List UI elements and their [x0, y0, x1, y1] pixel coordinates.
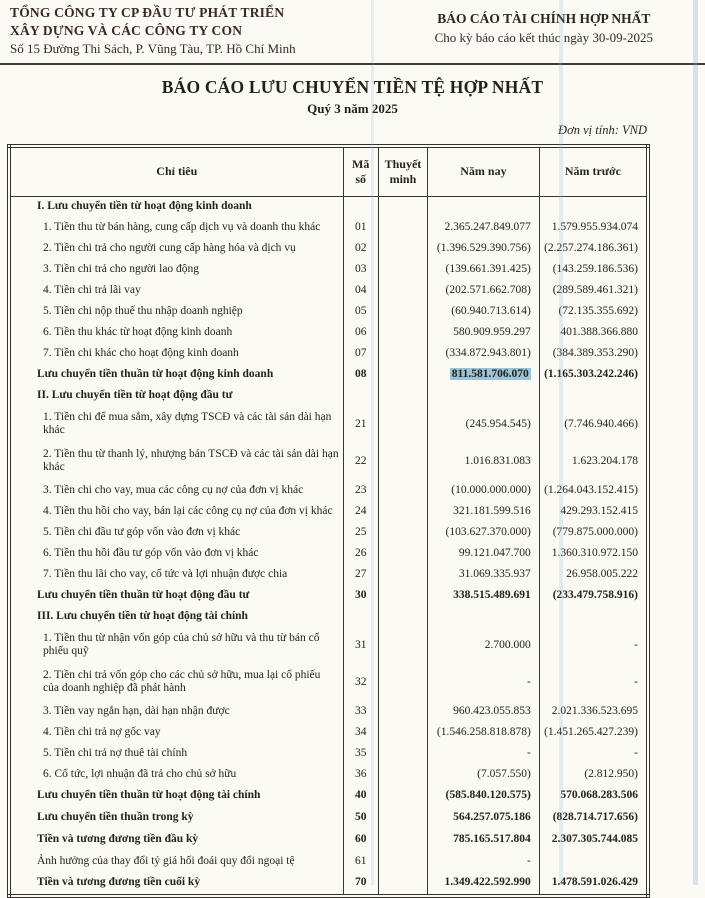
- row-code-cell: 21: [343, 406, 378, 443]
- table-row: [9, 406, 648, 443]
- table-row: [9, 217, 648, 238]
- row-label-cell: 4. Tiền chi trả nợ gốc vay: [9, 722, 343, 743]
- row-note-cell: [378, 564, 427, 585]
- column-header-prior-year: Năm trước: [539, 146, 648, 197]
- row-label-cell: III. Lưu chuyển tiền từ hoạt động tài chính: [9, 607, 343, 627]
- row-code-cell: [343, 196, 378, 217]
- row-prior-year-cell: (828.714.717.656): [552, 811, 638, 824]
- row-current-year-cell: [428, 196, 540, 217]
- row-label-cell: 6. Tiền thu hồi đầu tư góp vốn vào đơn vị khác: [9, 543, 343, 564]
- row-note-cell: [378, 664, 427, 701]
- row-prior-year-cell: (779.875.000.000): [552, 525, 638, 538]
- cashflow-table: [7, 144, 650, 898]
- table-row: [9, 807, 648, 829]
- row-note-cell: [378, 217, 427, 238]
- row-label-cell: 1. Tiền thu từ nhận vốn góp của chủ sở hữu và thu từ bán cổ phiếu quỹ: [9, 627, 343, 664]
- row-code-cell: 34: [343, 722, 378, 743]
- row-code-cell: 50: [343, 807, 378, 829]
- row-prior-year-cell: [539, 386, 648, 406]
- row-code-cell: 06: [343, 322, 378, 343]
- table-row: [9, 785, 648, 807]
- table-row: [9, 722, 648, 743]
- row-label-cell: 5. Tiền chi nộp thuế thu nhập doanh nghiệp: [9, 301, 343, 322]
- table-row: [9, 743, 648, 764]
- row-note-cell: [378, 406, 427, 443]
- row-label-cell: 5. Tiền chi trả nợ thuê tài chính: [9, 743, 343, 764]
- row-label-cell: 3. Tiền vay ngắn hạn, dài hạn nhận được: [9, 701, 343, 722]
- row-note-cell: [378, 343, 427, 364]
- row-prior-year-cell: (2.812.950): [584, 767, 638, 780]
- company-block: [10, 4, 296, 58]
- row-prior-year-cell: (72.135.355.692): [558, 304, 638, 317]
- row-current-year-cell: (1.396.529.390.756): [428, 238, 540, 259]
- row-code-cell: 02: [343, 238, 378, 259]
- row-code-cell: 22: [343, 443, 378, 480]
- row-prior-year-cell: 1.623.204.178: [571, 454, 638, 467]
- row-note-cell: [378, 785, 427, 807]
- page-title: BÁO CÁO LƯU CHUYỂN TIỀN TỆ HỢP NHẤT: [161, 76, 544, 97]
- row-prior-year-cell: [539, 607, 648, 627]
- row-note-cell: [378, 543, 427, 564]
- row-label-cell: 6. Tiền thu khác từ hoạt động kinh doanh: [9, 322, 343, 343]
- table-row: [9, 607, 648, 627]
- row-current-year-cell: 338.515.489.691: [428, 585, 540, 607]
- row-label-cell: Tiền và tương đương tiền cuối kỳ: [9, 872, 343, 896]
- row-label-cell: 7. Tiền chi khác cho hoạt động kinh doanh: [9, 343, 343, 364]
- row-prior-year-cell: (1.264.043.152.415): [544, 483, 638, 496]
- row-label-cell: 2. Tiền thu từ thanh lý, nhượng bán TSCĐ và các tài sản dài hạn khác: [9, 443, 343, 480]
- row-note-cell: [378, 585, 427, 607]
- row-code-cell: 03: [343, 259, 378, 280]
- row-prior-year-cell: 401.388.366.880: [560, 325, 638, 338]
- row-label-cell: Ảnh hưởng của thay đổi tỷ giá hối đoái quy đổi ngoại tệ: [9, 851, 343, 872]
- row-current-year-cell: [428, 386, 540, 406]
- table-row: [9, 259, 648, 280]
- row-prior-year-cell: (143.259.186.536): [552, 262, 638, 275]
- row-current-year-cell: 1.016.831.083: [428, 443, 540, 480]
- row-current-year-cell: (139.661.391.425): [428, 259, 540, 280]
- table-row: [9, 238, 648, 259]
- row-note-cell: [378, 443, 427, 480]
- row-prior-year-cell: (2.257.274.186.361): [544, 241, 638, 254]
- row-label-cell: 3. Tiền chi cho vay, mua các công cụ nợ của đơn vị khác: [9, 480, 343, 501]
- row-current-year-cell: 960.423.055.853: [428, 701, 540, 722]
- row-label-cell: 7. Tiền thu lãi cho vay, cổ tức và lợi nhuận được chia: [9, 564, 343, 585]
- row-current-year-cell: (334.872.943.801): [428, 343, 540, 364]
- row-note-cell: [378, 764, 427, 785]
- letterhead: [0, 0, 705, 58]
- row-note-cell: [378, 364, 427, 386]
- row-current-year-cell: 564.257.075.186: [428, 807, 540, 829]
- row-code-cell: 07: [343, 343, 378, 364]
- row-label-cell: Tiền và tương đương tiền đầu kỳ: [9, 829, 343, 851]
- row-label-cell: Lưu chuyển tiền thuần từ hoạt động tài chính: [9, 785, 343, 807]
- table-row: [9, 501, 648, 522]
- row-current-year-cell: 99.121.047.700: [428, 543, 540, 564]
- row-label-cell: 4. Tiền chi trả lãi vay: [9, 280, 343, 301]
- row-current-year-cell: 321.181.599.516: [428, 501, 540, 522]
- row-prior-year-cell: -: [634, 638, 638, 651]
- table-row: [9, 196, 648, 217]
- row-code-cell: 33: [343, 701, 378, 722]
- row-label-cell: Lưu chuyển tiền thuần từ hoạt động đầu tư: [9, 585, 343, 607]
- row-code-cell: 31: [343, 627, 378, 664]
- row-prior-year-cell: -: [634, 675, 638, 688]
- row-current-year-cell: (1.546.258.818.878): [428, 722, 540, 743]
- row-prior-year-cell: (289.589.461.321): [552, 283, 638, 296]
- row-label-cell: 4. Tiền thu hồi cho vay, bán lại các công cụ nợ của đơn vị khác: [9, 501, 343, 522]
- row-current-year-cell: (103.627.370.000): [428, 522, 540, 543]
- row-note-cell: [378, 522, 427, 543]
- row-prior-year-cell: (384.389.353.290): [552, 346, 638, 359]
- column-header-item: Chỉ tiêu: [9, 146, 343, 197]
- row-current-year-cell: (585.840.120.575): [428, 785, 540, 807]
- row-note-cell: [378, 259, 427, 280]
- row-prior-year-cell: 1.579.955.934.074: [551, 220, 638, 233]
- row-prior-year-cell: (1.165.303.242.246): [544, 368, 638, 381]
- row-code-cell: 26: [343, 543, 378, 564]
- header-divider: [0, 63, 705, 65]
- row-prior-year-cell: (233.479.758.916): [552, 589, 638, 602]
- table-row: [9, 280, 648, 301]
- row-label-cell: II. Lưu chuyển tiền từ hoạt động đầu tư: [9, 386, 343, 406]
- row-prior-year-cell: 1.360.310.972.150: [551, 546, 638, 559]
- report-type: BÁO CÁO TÀI CHÍNH HỢP NHẤT: [437, 11, 651, 26]
- company-address: Số 15 Đường Thi Sách, P. Vũng Tàu, TP. Hồ Chí Minh: [10, 41, 296, 57]
- row-note-cell: [378, 722, 427, 743]
- row-prior-year-cell: (1.451.265.427.239): [544, 725, 638, 738]
- table-row: [9, 564, 648, 585]
- row-current-year-cell: (60.940.713.614): [428, 301, 540, 322]
- row-code-cell: 24: [343, 501, 378, 522]
- row-code-cell: 70: [343, 872, 378, 896]
- cashflow-table-body: [9, 196, 648, 896]
- table-row: [9, 322, 648, 343]
- row-prior-year-cell: [539, 196, 648, 217]
- row-label-cell: 2. Tiền chi trả cho người cung cấp hàng hóa và dịch vụ: [9, 238, 343, 259]
- row-current-year-cell: 785.165.517.804: [428, 829, 540, 851]
- company-name-line2: XÂY DỰNG VÀ CÁC CÔNG TY CON: [10, 23, 243, 39]
- row-prior-year-cell: [539, 851, 648, 872]
- table-row: [9, 829, 648, 851]
- row-label-cell: 1. Tiền chi để mua sắm, xây dựng TSCĐ và các tài sản dài hạn khác: [9, 406, 343, 443]
- table-row: [9, 543, 648, 564]
- row-current-year-cell: (10.000.000.000): [428, 480, 540, 501]
- row-label-cell: I. Lưu chuyển tiền từ hoạt động kinh doanh: [9, 196, 343, 217]
- column-header-code: Mã số: [343, 146, 378, 197]
- report-type-block: [435, 10, 653, 58]
- row-label-cell: 2. Tiền chi trả vốn góp cho các chủ sở hữu, mua lại cổ phiếu của doanh nghiệp đã phát hành: [9, 664, 343, 701]
- row-code-cell: 01: [343, 217, 378, 238]
- table-row: [9, 664, 648, 701]
- row-current-year-cell: -: [428, 851, 540, 872]
- unit-label: Đơn vị tính: VND: [558, 122, 647, 137]
- row-note-cell: [378, 607, 427, 627]
- table-row: [9, 585, 648, 607]
- row-note-cell: [378, 280, 427, 301]
- table-row: [9, 480, 648, 501]
- row-current-year-cell: 31.069.335.937: [428, 564, 540, 585]
- row-prior-year-cell: 1.478.591.026.429: [551, 876, 638, 889]
- row-prior-year-cell: 2.307.305.744.085: [551, 833, 638, 846]
- report-period-note: Cho kỳ báo cáo kết thúc ngày 30-09-2025: [434, 29, 653, 45]
- table-header-row: [9, 146, 648, 197]
- table-row: [9, 627, 648, 664]
- row-prior-year-cell: 429.293.152.415: [560, 504, 638, 517]
- row-label-cell: 1. Tiền thu từ bán hàng, cung cấp dịch vụ và doanh thu khác: [9, 217, 343, 238]
- row-label-cell: Lưu chuyển tiền thuần trong kỳ: [9, 807, 343, 829]
- table-row: [9, 522, 648, 543]
- table-row: [9, 701, 648, 722]
- row-note-cell: [378, 480, 427, 501]
- row-note-cell: [378, 743, 427, 764]
- row-code-cell: 61: [343, 851, 378, 872]
- row-code-cell: 35: [343, 743, 378, 764]
- row-code-cell: 05: [343, 301, 378, 322]
- row-label-cell: Lưu chuyển tiền thuần từ hoạt động kinh doanh: [9, 364, 343, 386]
- row-code-cell: [343, 386, 378, 406]
- row-code-cell: 04: [343, 280, 378, 301]
- row-note-cell: [378, 196, 427, 217]
- row-code-cell: 08: [343, 364, 378, 386]
- row-note-cell: [378, 627, 427, 664]
- row-prior-year-cell: 2.021.336.523.695: [551, 704, 638, 717]
- row-code-cell: 40: [343, 785, 378, 807]
- row-note-cell: [378, 386, 427, 406]
- row-label-cell: 6. Cổ tức, lợi nhuận đã trả cho chủ sở hữu: [9, 764, 343, 785]
- row-note-cell: [378, 851, 427, 872]
- table-row: [9, 386, 648, 406]
- company-name-line1: TỔNG CÔNG TY CP ĐẦU TƯ PHÁT TRIỂN: [10, 5, 285, 20]
- row-prior-year-cell: 26.958.005.222: [566, 567, 638, 580]
- row-code-cell: [343, 607, 378, 627]
- table-row: [9, 364, 648, 386]
- row-note-cell: [378, 807, 427, 829]
- row-current-year-cell: -: [428, 664, 540, 701]
- row-note-cell: [378, 238, 427, 259]
- row-note-cell: [378, 701, 427, 722]
- row-code-cell: 36: [343, 764, 378, 785]
- row-current-year-cell: (202.571.662.708): [428, 280, 540, 301]
- row-current-year-cell: [428, 364, 540, 386]
- row-current-year-cell: 2.700.000: [428, 627, 540, 664]
- row-note-cell: [378, 322, 427, 343]
- row-note-cell: [378, 301, 427, 322]
- row-prior-year-cell: 570.068.283.506: [560, 789, 638, 802]
- column-header-current-year: Năm nay: [428, 146, 540, 197]
- row-note-cell: [378, 872, 427, 896]
- row-current-year-cell: [428, 607, 540, 627]
- row-code-cell: 27: [343, 564, 378, 585]
- table-row: [9, 343, 648, 364]
- row-label-cell: 3. Tiền chi trả cho người lao động: [9, 259, 343, 280]
- table-row: [9, 764, 648, 785]
- row-current-year-cell: 1.349.422.592.990: [428, 872, 540, 896]
- row-current-year-cell: -: [428, 743, 540, 764]
- row-code-cell: 25: [343, 522, 378, 543]
- highlighted-value: 811.581.706.070: [451, 368, 529, 381]
- row-note-cell: [378, 829, 427, 851]
- table-row: [9, 851, 648, 872]
- row-current-year-cell: 2.365.247.849.077: [428, 217, 540, 238]
- row-current-year-cell: (7.057.550): [428, 764, 540, 785]
- table-row: [9, 872, 648, 896]
- row-code-cell: 60: [343, 829, 378, 851]
- row-prior-year-cell: -: [634, 746, 638, 759]
- table-row: [9, 443, 648, 480]
- row-current-year-cell: 580.909.959.297: [428, 322, 540, 343]
- row-note-cell: [378, 501, 427, 522]
- page-subtitle: Quý 3 năm 2025: [307, 100, 398, 116]
- row-label-cell: 5. Tiền chi đầu tư góp vốn vào đơn vị khác: [9, 522, 343, 543]
- row-prior-year-cell: (7.746.940.466): [564, 417, 638, 430]
- row-current-year-cell: (245.954.545): [428, 406, 540, 443]
- row-code-cell: 32: [343, 664, 378, 701]
- table-row: [9, 301, 648, 322]
- row-code-cell: 23: [343, 480, 378, 501]
- column-header-note: Thuyết minh: [378, 146, 427, 197]
- row-code-cell: 30: [343, 585, 378, 607]
